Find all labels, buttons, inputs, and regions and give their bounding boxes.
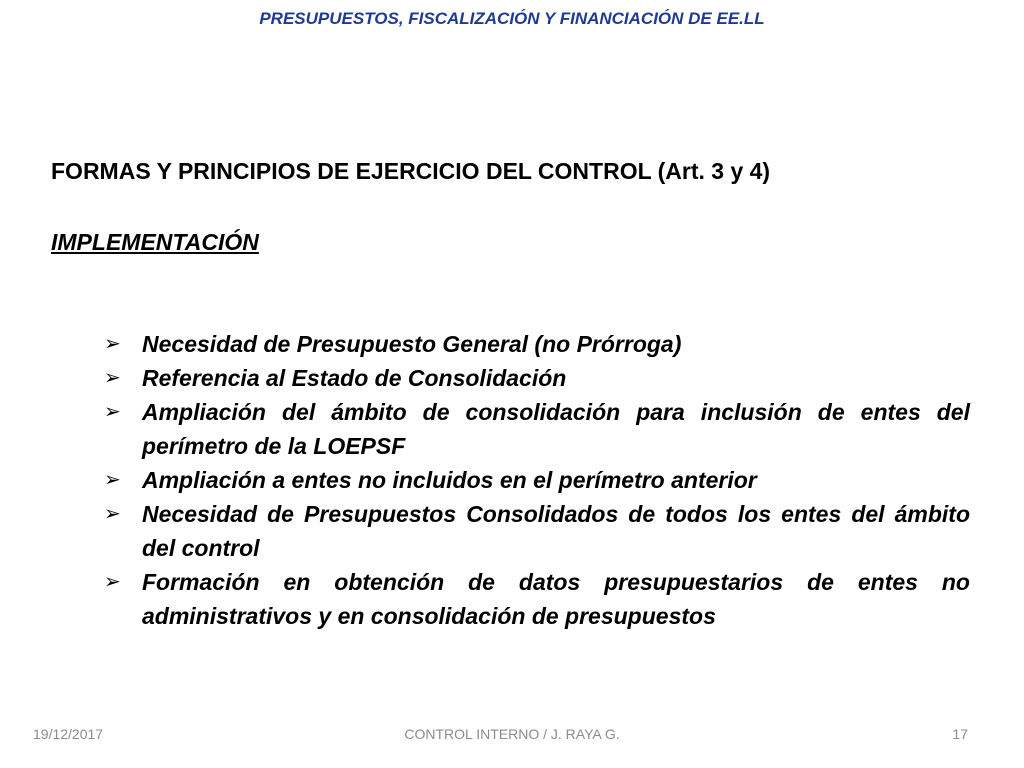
page-number: 17 <box>952 726 968 742</box>
bullet-item <box>104 395 970 463</box>
footer-date: 19/12/2017 <box>33 726 104 742</box>
slide-subheading: IMPLEMENTACIÓN <box>51 229 259 255</box>
arrowhead-icon: ➢ <box>104 503 121 525</box>
arrowhead-icon: ➢ <box>104 367 121 389</box>
bullet-text: Formación en obtención de datos presupuestarios de entes no administrativos y en consolidación de presupuestos <box>142 569 970 629</box>
bullet-list <box>104 327 970 633</box>
arrowhead-icon: ➢ <box>104 469 121 491</box>
bullet-item <box>104 565 970 633</box>
bullet-text: Necesidad de Presupuesto General (no Prórroga) <box>142 331 682 357</box>
bullet-text: Ampliación del ámbito de consolidación para inclusión de entes del perímetro de la LOEPSF <box>142 399 970 459</box>
footer-author: CONTROL INTERNO / J. RAYA G. <box>404 726 620 742</box>
bullet-text: Necesidad de Presupuestos Consolidados de todos los entes del ámbito del control <box>142 501 970 561</box>
arrowhead-icon: ➢ <box>104 401 121 423</box>
bullet-item <box>104 327 970 361</box>
bullet-text: Ampliación a entes no incluidos en el perímetro anterior <box>142 467 757 493</box>
bullet-item <box>104 463 970 497</box>
arrowhead-icon: ➢ <box>104 571 121 593</box>
bullet-item <box>104 361 970 395</box>
bullet-item <box>104 497 970 565</box>
header-title: PRESUPUESTOS, FISCALIZACIÓN Y FINANCIACIÓN DE EE.LL <box>259 9 765 28</box>
arrowhead-icon: ➢ <box>104 333 121 355</box>
slide-heading: FORMAS Y PRINCIPIOS DE EJERCICIO DEL CONTROL (Art. 3 y 4) <box>51 158 771 184</box>
bullet-text: Referencia al Estado de Consolidación <box>142 365 567 391</box>
